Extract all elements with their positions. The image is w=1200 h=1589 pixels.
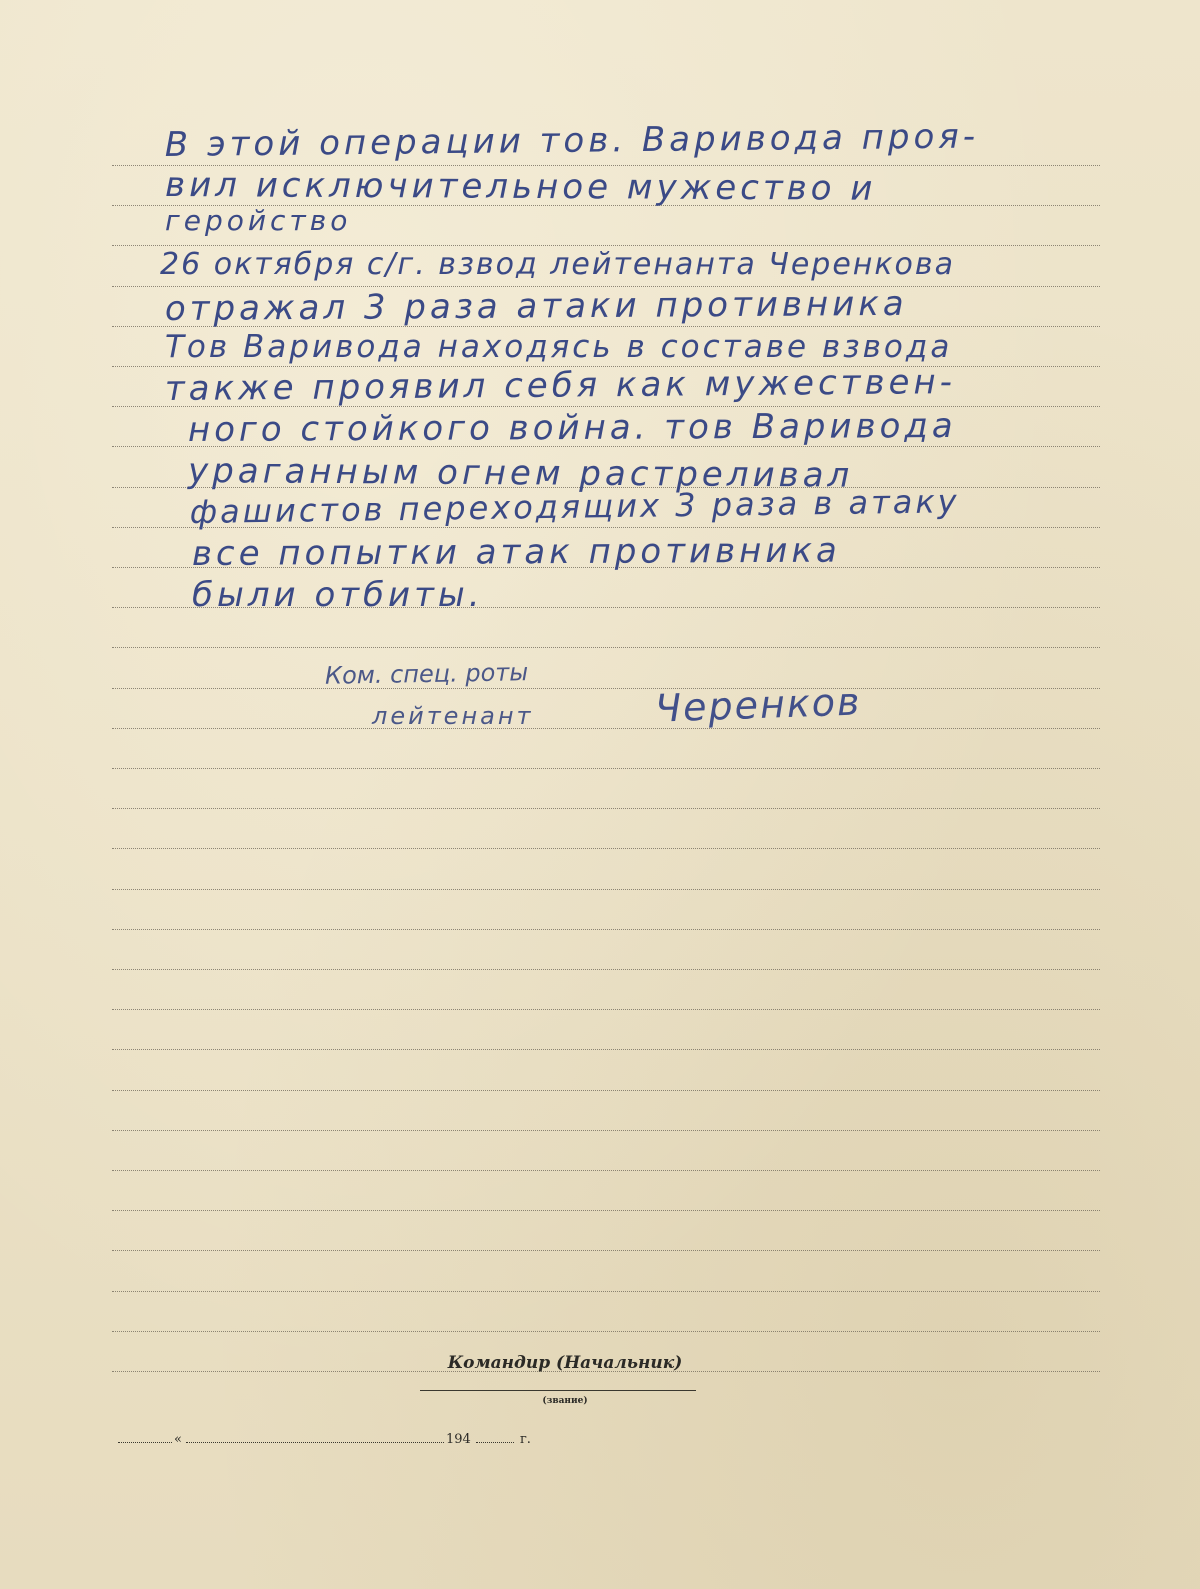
ruled-line <box>112 728 1100 729</box>
ruled-line <box>112 889 1100 890</box>
ruled-line <box>112 848 1100 849</box>
ruled-line <box>112 768 1100 769</box>
handwritten-line-9: ураганным огнем растреливал <box>187 451 854 496</box>
ruled-line <box>112 1090 1100 1091</box>
ruled-line <box>112 969 1100 970</box>
year-suffix: г. <box>520 1432 531 1447</box>
handwritten-line-5: отражал 3 раза атаки противника <box>164 283 908 329</box>
footer-commander-title: Командир (Начальник) <box>447 1353 683 1373</box>
day-blank <box>118 1442 172 1443</box>
ruled-line <box>112 1291 1100 1292</box>
ruled-line <box>112 929 1100 930</box>
signature-rank: лейтенант <box>372 702 534 730</box>
handwritten-line-7: также проявил себя как мужествен- <box>164 362 957 409</box>
ruled-line <box>112 1049 1100 1050</box>
signature-position: Ком. спец. роты <box>324 658 529 690</box>
rank-caption: (звание) <box>542 1396 588 1406</box>
date-open-quote: « <box>174 1432 182 1447</box>
handwritten-line-2: вил исключительное мужество и <box>164 165 877 209</box>
handwritten-line-3: геройство <box>165 204 352 237</box>
handwritten-line-6: Тов Варивода находясь в составе взвода <box>165 329 953 365</box>
signature-name: Черенков <box>654 679 863 731</box>
handwritten-line-4: 26 октября с/г. взвод лейтенанта Черенкова <box>160 247 955 282</box>
year-prefix: 194 <box>446 1432 471 1447</box>
date-row <box>118 1432 558 1452</box>
ruled-line <box>112 1250 1100 1251</box>
handwritten-line-12: были отбиты. <box>192 575 484 615</box>
rank-underline <box>420 1390 696 1391</box>
handwritten-line-11: все попытки атак противника <box>191 530 841 574</box>
handwritten-line-10: фашистов переходящих 3 раза в атаку <box>189 482 960 531</box>
ruled-line <box>112 1331 1100 1332</box>
ruled-line <box>112 1170 1100 1171</box>
ruled-line <box>112 1009 1100 1010</box>
ruled-line <box>112 1210 1100 1211</box>
ruled-line <box>112 647 1100 648</box>
ruled-line <box>112 1130 1100 1131</box>
month-blank <box>186 1442 444 1443</box>
year-blank <box>476 1442 514 1443</box>
ruled-line <box>112 808 1100 809</box>
handwritten-line-8: ного стойкого война. тов Варивода <box>187 405 957 450</box>
handwritten-line-1: В этой операции тов. Варивода проя- <box>164 116 980 165</box>
ruled-line <box>112 688 1100 689</box>
